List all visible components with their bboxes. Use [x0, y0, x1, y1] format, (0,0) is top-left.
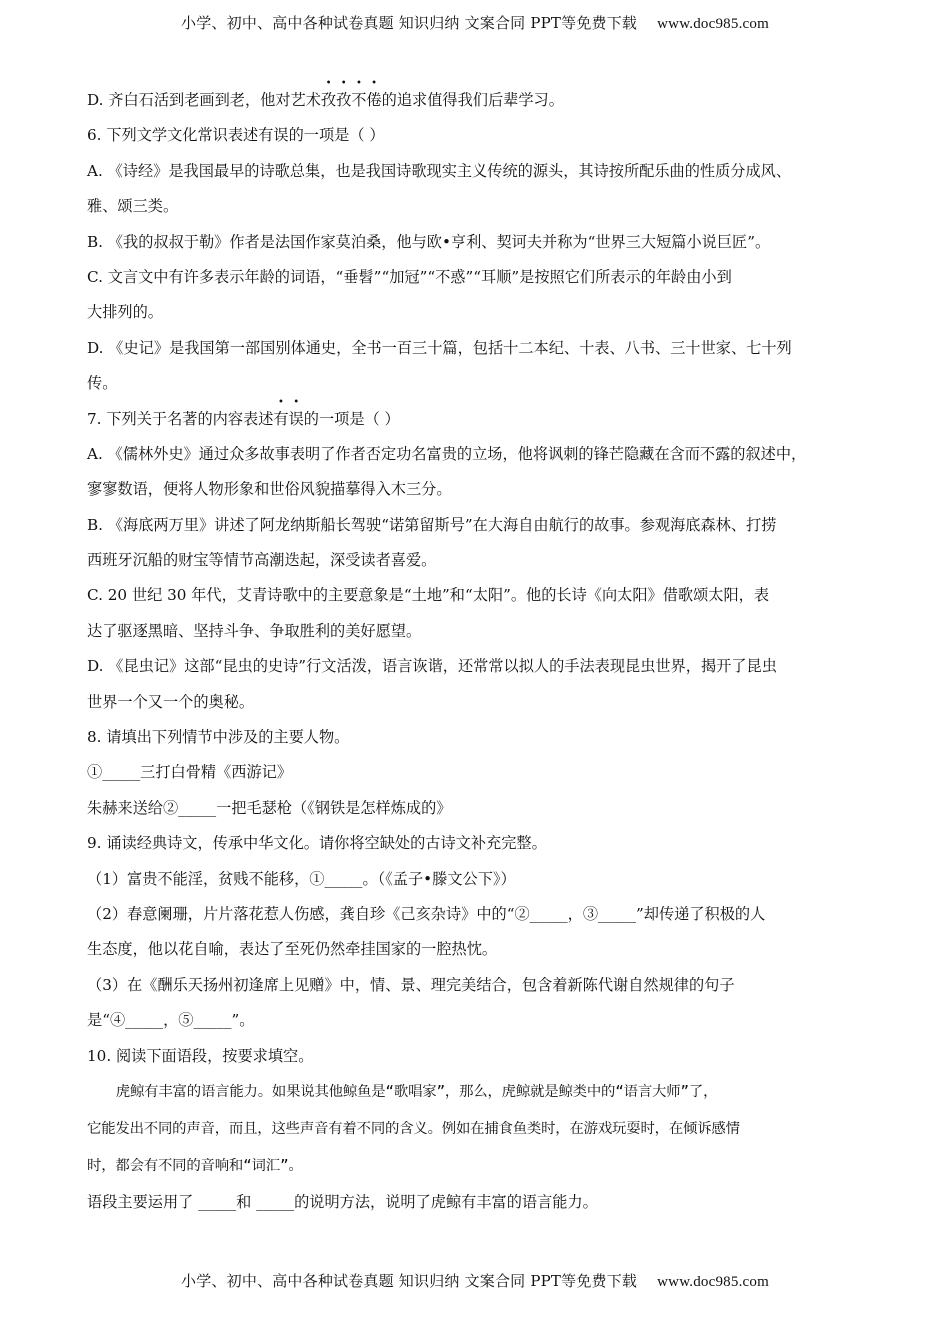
q6-option-c: C. 文言文中有许多表示年龄的词语，“垂髫”“加冠”“不惑”“耳顺”是按照它们所表示的年龄由小到 [87, 267, 732, 286]
q7-option-c-cont: 达了驱逐黑暗、坚持斗争、争取胜利的美好愿望。 [87, 621, 422, 640]
page-footer [0, 1270, 950, 1291]
q8-item-2: 朱赫来送给②_____一把毛瑟枪（《钢铁是怎样炼成的》 [87, 798, 452, 817]
exam-content [87, 78, 867, 1221]
q5-option-d: D. 齐白石活到老画到老，他对艺术 • 孜 • 孜 • 不 • 倦的追求值得我们后辈学习。 [87, 84, 867, 119]
q7-option-d-cont: 世界一个又一个的奥秘。 [87, 692, 255, 711]
q6-option-d: D. 《史记》是我国第一部国别体通史，全书一百三十篇，包括十二本纪、十表、八书、三十世家、七十列 [87, 338, 792, 357]
q8-stem: 8. 请填出下列情节中涉及的主要人物。 [87, 728, 350, 747]
emphasis-char: • 孜 [320, 78, 337, 109]
q7-option-a-cont: 寥寥数语，便将人物形象和世俗风貌描摹得入木三分。 [87, 480, 452, 499]
q9-sub-2-cont: 生态度，他以花自喻，表达了至死仍然牵挂国家的一腔热忱。 [87, 940, 498, 959]
q9-sub-2: （2）春意阑珊，片片落花惹人伤感，龚自珍《己亥杂诗》中的“②_____，③_____”却传递了积极的人 [87, 904, 766, 923]
header-site-link[interactable]: www.doc985.com [657, 16, 769, 32]
emphasis-char: • 有 [273, 396, 289, 428]
emphasis-char: • 孜 [336, 78, 352, 109]
q9-stem: 9. 诵读经典诗文，传承中华文化。请你将空缺处的古诗文补充完整。 [87, 834, 547, 853]
footer-banner: 小学、初中、高中各种试卷真题 知识归纳 文案合同 PPT等免费下载 [181, 1272, 638, 1290]
q10-stem: 10. 阅读下面语段，按要求填空。 [87, 1046, 314, 1065]
q6-option-b: B. 《我的叔叔于勒》作者是法国作家莫泊桑，他与欧•亨利、契诃夫并称为“世界三大短篇小说巨匠”。 [87, 232, 771, 251]
q7-option-b-cont: 西班牙沉船的财宝等情节高潮迭起，深受读者喜爱。 [87, 551, 437, 570]
q10-passage-line: 虎鲸有丰富的语言能力。如果说其他鲸鱼是“歌唱家”，那么，虎鲸就是鲸类中的“语言大师”了， [115, 1083, 718, 1100]
emphasis-char: • 误 [288, 396, 304, 428]
q7-option-b: B. 《海底两万里》讲述了阿龙纳斯船长驾驶“诺第留斯号”在大海自由航行的故事。参观海底森林、打捞 [87, 515, 777, 534]
q6-option-c-cont: 大排列的。 [87, 303, 163, 322]
q6-option-a-cont: 雅、颂三类。 [87, 197, 179, 216]
q10-question: 语段主要运用了 _____和 _____的说明方法，说明了虎鲸有丰富的语言能力。 [87, 1192, 598, 1211]
q10-passage-line: 时，都会有不同的音响和“词汇”。 [87, 1157, 303, 1174]
q10-passage-line: 它能发出不同的声音，而且，这些声音有着不同的含义。例如在捕食鱼类时，在游戏玩耍时，在倾诉感情 [87, 1120, 740, 1137]
q8-item-1: ①_____三打白骨精《西游记》 [87, 763, 293, 782]
q9-sub-3: （3）在《酬乐天扬州初逢席上见赠》中，情、景、理完美结合，包含着新陈代谢自然规律的句子 [87, 975, 735, 994]
q7-option-d: D. 《昆虫记》这部“昆虫的史诗”行文活泼，语言诙谐，还常常以拟人的手法表现昆虫世界，揭开了昆虫 [87, 657, 777, 676]
page-header [0, 12, 950, 33]
q6-stem: 6. 下列文学文化常识表述有误的一项是（ ） [87, 126, 385, 145]
header-banner: 小学、初中、高中各种试卷真题 知识归纳 文案合同 PPT等免费下载 [181, 14, 638, 32]
q9-sub-1: （1）富贵不能淫，贫贱不能移，①_____。（《孟子•滕文公下》） [87, 869, 516, 888]
q7-option-a: A. 《儒林外史》通过众多故事表明了作者否定功名富贵的立场，他将讽刺的锋芒隐藏在含而不露的叙述中， [87, 444, 807, 463]
q6-option-d-cont: 传。 [87, 374, 118, 393]
q9-sub-3-cont: 是“④_____，⑤_____”。 [87, 1011, 255, 1030]
emphasis-char: • 倦 [366, 78, 382, 109]
footer-site-link[interactable]: www.doc985.com [657, 1274, 769, 1290]
q7-stem: 7. 下列关于名著的内容表述 • 有 • 误的一项是（ ） [87, 403, 867, 438]
q6-option-a: A. 《诗经》是我国最早的诗歌总集，也是我国诗歌现实主义传统的源头，其诗按所配乐曲的性质分成风、 [87, 161, 792, 180]
emphasis-char: • 不 [351, 78, 367, 109]
q7-option-c: C. 20 世纪 30 年代，艾青诗歌中的主要意象是“土地”和“太阳”。他的长诗《向太阳》借歌颂太阳，表 [87, 586, 770, 605]
